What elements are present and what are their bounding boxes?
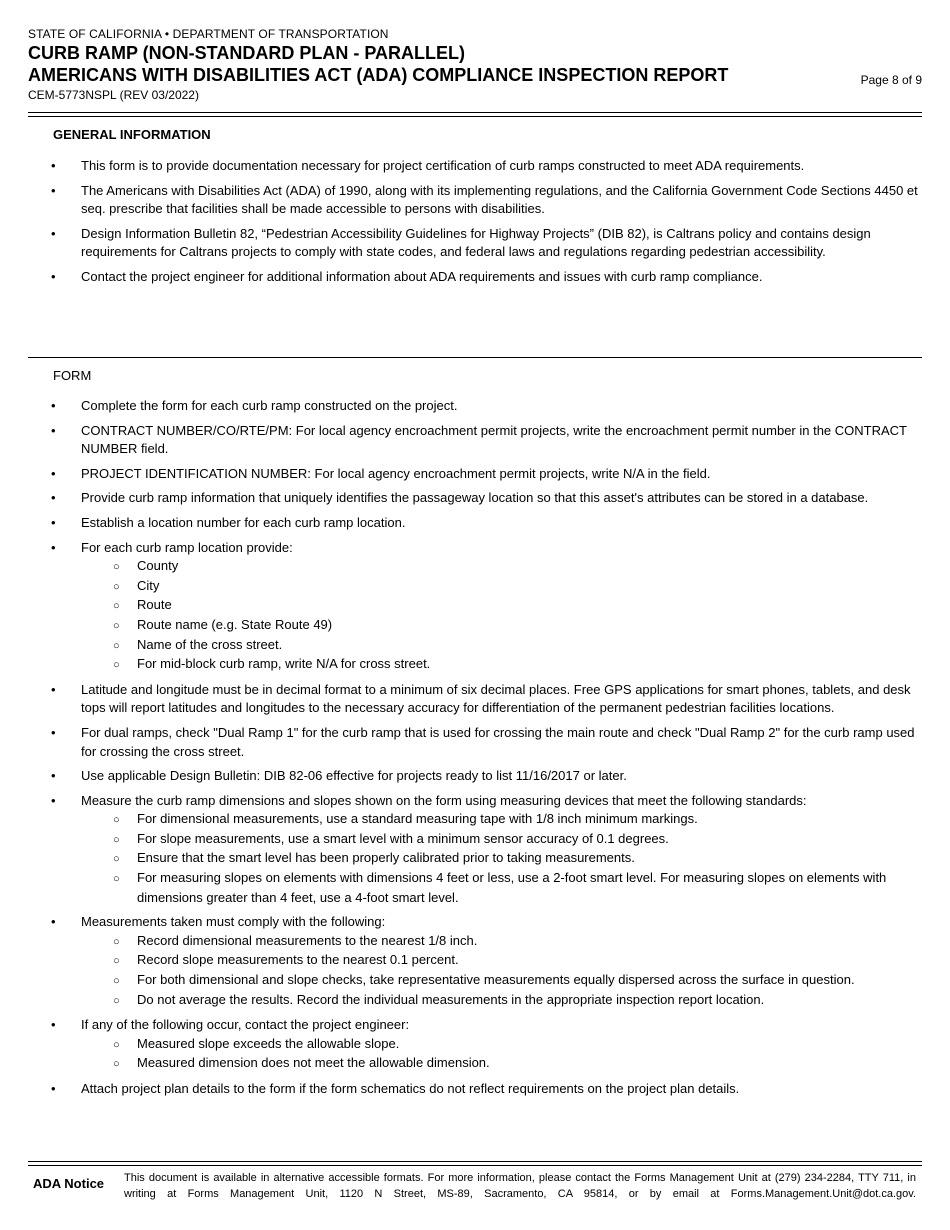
sub-list-item-text: City — [137, 577, 160, 593]
circle-bullet-icon: ○ — [113, 853, 120, 866]
sub-list-item — [81, 869, 918, 907]
sub-list-item — [81, 971, 918, 991]
bullet-icon: • — [51, 268, 56, 284]
sub-list-item — [81, 636, 918, 656]
list-item-text: This form is to provide documentation necessary for project certification of curb ramps constructed to meet ADA requirements. — [81, 158, 805, 173]
ada-notice-text: This document is available in alternative accessible formats. For more information, please contact the Forms Management Unit at (279) 234-2284, TTY 711, in writing at Forms Management Unit, 1120 N Street, MS-89, Sacramento, CA 95814, or by email at Forms.Management.Unit@dot.ca.gov. — [124, 1172, 916, 1200]
sub-list-item — [81, 557, 918, 577]
list-item-text: CONTRACT NUMBER/CO/RTE/PM: For local agency encroachment permit projects, write the encroachment permit number in the CONTRACT NUMBER field. — [81, 422, 907, 457]
list-item — [50, 489, 918, 508]
circle-bullet-icon: ○ — [113, 639, 120, 652]
circle-bullet-icon: ○ — [113, 814, 120, 827]
sub-list-item — [81, 1035, 918, 1055]
sub-list-item-text: For slope measurements, use a smart level with a minimum sensor accuracy of 0.1 degrees. — [137, 830, 669, 846]
list-item — [50, 157, 918, 176]
sub-list — [81, 557, 918, 675]
bullet-icon: • — [51, 914, 56, 930]
sub-list-item — [81, 596, 918, 616]
circle-bullet-icon: ○ — [113, 561, 120, 574]
sub-list-item — [81, 810, 918, 830]
circle-bullet-icon: ○ — [113, 975, 120, 988]
sub-list-item-text: For both dimensional and slope checks, take representative measurements equally dispersed across the surface in question. — [137, 972, 855, 988]
list-item — [50, 465, 918, 484]
footer-divider-top — [28, 1161, 922, 1162]
bullet-icon: • — [51, 398, 56, 413]
bullet-icon: • — [51, 1081, 56, 1096]
sub-list-item — [81, 616, 918, 636]
bullet-icon: • — [51, 792, 56, 808]
bullet-icon: • — [51, 490, 56, 506]
circle-bullet-icon: ○ — [113, 935, 120, 948]
sub-list-item-text: For measuring slopes on elements with dimensions 4 feet or less, use a 2-foot smart level. For measuring slopes on elements with dimensions greater than 4 feet, use a 4-foot smart level. — [137, 870, 887, 905]
section-divider — [28, 357, 922, 358]
list-item — [50, 422, 918, 459]
form-heading: FORM — [53, 368, 92, 383]
circle-bullet-icon: ○ — [113, 1038, 120, 1051]
list-item — [50, 1080, 918, 1099]
sub-list-item — [81, 577, 918, 597]
list-item-text: For each curb ramp location provide: — [81, 539, 293, 555]
header-divider-top — [28, 112, 922, 113]
sub-list-item-text: Measured slope exceeds the allowable slope. — [137, 1035, 400, 1051]
sub-list-item — [81, 932, 918, 952]
sub-list-item-text: Ensure that the smart level has been properly calibrated prior to taking measurements. — [137, 850, 635, 866]
list-item-text: Use applicable Design Bulletin: DIB 82-06 effective for projects ready to list 11/16/2017 or later. — [81, 768, 627, 784]
general-information-list — [50, 157, 918, 293]
bullet-icon: • — [51, 1017, 56, 1033]
bullet-icon: • — [51, 422, 56, 438]
list-item-text: Contact the project engineer for additional information about ADA requirements and issues with curb ramp compliance. — [81, 268, 763, 284]
list-item — [50, 767, 918, 786]
sub-list-item — [81, 655, 918, 675]
form-title-line1: CURB RAMP (NON-STANDARD PLAN - PARALLEL) — [28, 43, 465, 63]
list-item — [50, 268, 918, 287]
circle-bullet-icon: ○ — [113, 619, 120, 632]
list-item-text: Measure the curb ramp dimensions and slopes shown on the form using measuring devices that meet the following standards: — [81, 792, 807, 808]
sub-list-item-text: Record dimensional measurements to the nearest 1/8 inch. — [137, 932, 478, 948]
list-item — [50, 724, 918, 761]
bullet-icon: • — [51, 768, 56, 784]
list-item-text: Provide curb ramp information that uniquely identifies the passageway location so that this asset's attributes can be stored in a database. — [81, 490, 869, 506]
bullet-icon: • — [51, 465, 56, 481]
list-item — [50, 913, 918, 1010]
page-number: Page 8 of 9 — [860, 73, 922, 87]
sub-list-item-text: For mid-block curb ramp, write N/A for cross street. — [137, 656, 431, 672]
sub-list — [81, 810, 918, 907]
sub-list-item-text: Name of the cross street. — [137, 636, 283, 652]
list-item-text: PROJECT IDENTIFICATION NUMBER: For local agency encroachment permit projects, write N/A in the field. — [81, 465, 711, 481]
bullet-icon: • — [51, 158, 56, 173]
sub-list — [81, 932, 918, 1010]
form-instructions-list — [50, 397, 918, 1105]
list-item — [50, 514, 918, 533]
bullet-icon: • — [51, 681, 56, 697]
circle-bullet-icon: ○ — [113, 955, 120, 968]
agency-line: STATE OF CALIFORNIA • DEPARTMENT OF TRANSPORTATION — [28, 27, 389, 41]
sub-list-item-text: For dimensional measurements, use a standard measuring tape with 1/8 inch minimum markings. — [137, 811, 698, 827]
sub-list-item-text: Record slope measurements to the nearest 0.1 percent. — [137, 952, 459, 968]
circle-bullet-icon: ○ — [113, 873, 120, 886]
list-item-text: Complete the form for each curb ramp constructed on the project. — [81, 398, 458, 413]
circle-bullet-icon: ○ — [113, 994, 120, 1007]
list-item — [50, 681, 918, 718]
sub-list-item — [81, 1054, 918, 1074]
list-item-text: The Americans with Disabilities Act (ADA) of 1990, along with its implementing regulations, and the California Government Code Sections 4450 et seq. prescribe that facilities shall be made accessible to persons with disabilities. — [81, 182, 918, 217]
list-item — [50, 1016, 918, 1074]
list-item-text: Establish a location number for each curb ramp location. — [81, 514, 406, 530]
list-item — [50, 397, 918, 416]
ada-notice-label: ADA Notice — [33, 1176, 105, 1191]
circle-bullet-icon: ○ — [113, 1058, 120, 1071]
circle-bullet-icon: ○ — [113, 833, 120, 846]
circle-bullet-icon: ○ — [113, 580, 120, 593]
circle-bullet-icon: ○ — [113, 659, 120, 672]
list-item-text: If any of the following occur, contact the project engineer: — [81, 1017, 410, 1033]
list-item — [50, 792, 918, 908]
sub-list-item — [81, 830, 918, 850]
general-information-heading: GENERAL INFORMATION — [53, 127, 211, 142]
sub-list-item-text: County — [137, 558, 179, 574]
sub-list-item — [81, 951, 918, 971]
form-number: CEM-5773NSPL (REV 03/2022) — [28, 88, 199, 102]
list-item-text: Latitude and longitude must be in decimal format to a minimum of six decimal places. Free GPS applications for smart phones, tablets, and desk tops will report latitudes and longitudes to the necessary accuracy for differentiation of the permanent pedestrian facilities locations. — [81, 681, 911, 716]
list-item — [50, 182, 918, 219]
circle-bullet-icon: ○ — [113, 600, 120, 613]
sub-list-item-text: Do not average the results. Record the individual measurements in the appropriate inspection report location. — [137, 991, 765, 1007]
form-title-line2: AMERICANS WITH DISABILITIES ACT (ADA) COMPLIANCE INSPECTION REPORT — [28, 65, 729, 85]
sub-list — [81, 1035, 918, 1074]
bullet-icon: • — [51, 514, 56, 530]
list-item — [50, 539, 918, 675]
bullet-icon: • — [51, 724, 56, 740]
sub-list-item-text: Measured dimension does not meet the allowable dimension. — [137, 1055, 490, 1071]
sub-list-item — [81, 849, 918, 869]
list-item-text: For dual ramps, check "Dual Ramp 1" for the curb ramp that is used for crossing the main route and check "Dual Ramp 2" for the curb ramp used for crossing the cross street. — [81, 724, 915, 759]
list-item — [50, 225, 918, 262]
list-item-text: Design Information Bulletin 82, “Pedestrian Accessibility Guidelines for Highway Projects” (DIB 82), is Caltrans policy and contains design requirements for Caltrans projects to comply with state codes, and federal laws and regulations regarding pedestrian accessibility. — [81, 225, 871, 260]
footer-divider-bottom — [28, 1165, 922, 1166]
bullet-icon: • — [51, 182, 56, 198]
list-item-text: Measurements taken must comply with the following: — [81, 914, 386, 930]
sub-list-item — [81, 991, 918, 1011]
sub-list-item-text: Route — [137, 597, 172, 613]
sub-list-item-text: Route name (e.g. State Route 49) — [137, 616, 333, 632]
list-item-text: Attach project plan details to the form if the form schematics do not reflect requirements on the project plan details. — [81, 1081, 740, 1096]
bullet-icon: • — [51, 539, 56, 555]
header-divider-bottom — [28, 116, 922, 117]
bullet-icon: • — [51, 225, 56, 241]
